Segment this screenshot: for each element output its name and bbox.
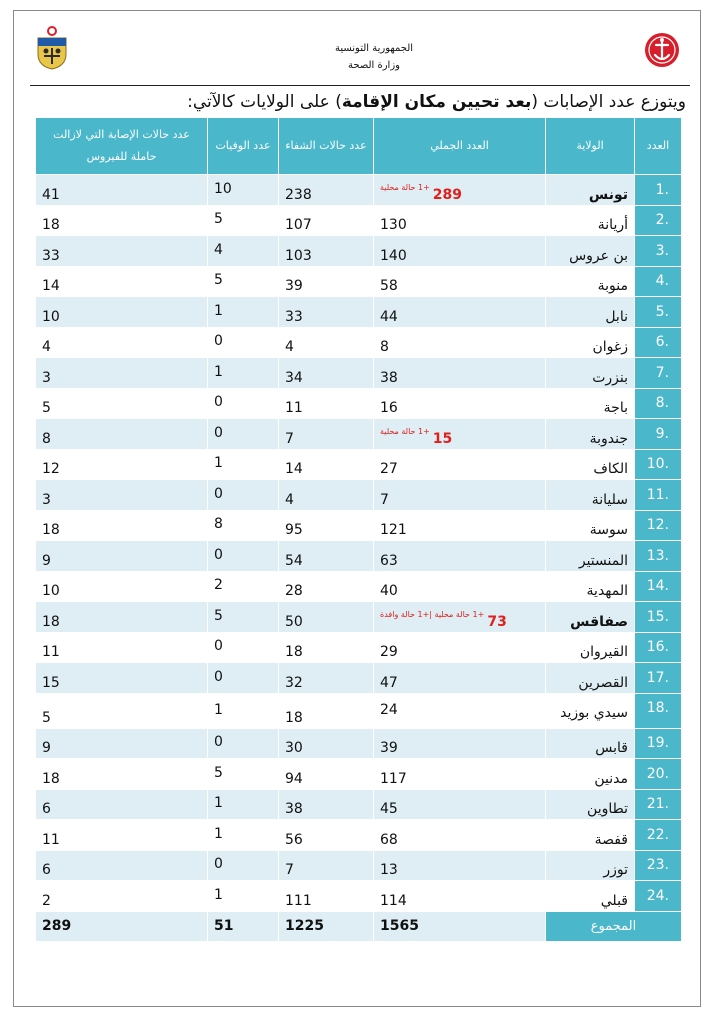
total-cases-cell: [374, 266, 546, 297]
governorate-name: منوبة: [546, 266, 635, 297]
table-row: [36, 266, 682, 297]
governorate-name: بن عروس: [546, 236, 635, 267]
active-carriers-count: 18: [36, 510, 208, 541]
recovered-count: 4: [279, 327, 374, 358]
table-row: [36, 663, 682, 694]
row-number: .15: [635, 602, 682, 633]
document-header: [24, 22, 684, 86]
deaths-count: 2: [208, 571, 279, 602]
governorate-name: القيروان: [546, 632, 635, 663]
deaths-count: 8: [208, 510, 279, 541]
deaths-count: 1: [208, 693, 279, 728]
governorate-name: جندوبة: [546, 419, 635, 450]
governorate-name: سيدي بوزيد: [546, 693, 635, 728]
recovered-count: 28: [279, 571, 374, 602]
total-cases-cell: [374, 419, 546, 450]
ministry-title: [254, 40, 494, 74]
active-carriers-count: 11: [36, 632, 208, 663]
row-number: .18: [635, 693, 682, 728]
recovered-count: 18: [279, 693, 374, 728]
active-carriers-count: 9: [36, 541, 208, 572]
new-cases-note: +1 حالة محلية: [380, 426, 430, 436]
deaths-count: 5: [208, 759, 279, 790]
deaths-count: 1: [208, 789, 279, 820]
total-cases: 13: [380, 862, 398, 878]
total-cases: 121: [380, 522, 407, 538]
total-cases: 16: [380, 400, 398, 416]
row-number: .22: [635, 820, 682, 851]
active-carriers-count: 8: [36, 419, 208, 450]
recovered-count: 111: [279, 881, 374, 912]
table-row: [36, 388, 682, 419]
table-row: [36, 236, 682, 267]
recovered-count: 14: [279, 449, 374, 480]
heading-emphasis: بعد تحيين مكان الإقامة: [341, 92, 532, 112]
totals-deaths: 51: [208, 911, 279, 941]
row-number: .8: [635, 388, 682, 419]
recovered-count: 50: [279, 602, 374, 633]
table-row: [36, 419, 682, 450]
governorate-name: زغوان: [546, 327, 635, 358]
table-row: [36, 327, 682, 358]
governorate-name: تطاوين: [546, 789, 635, 820]
active-carriers-count: 10: [36, 571, 208, 602]
governorate-name: الكاف: [546, 449, 635, 480]
total-cases-cell: [374, 541, 546, 572]
row-number: .20: [635, 759, 682, 790]
total-cases: 27: [380, 461, 398, 477]
total-cases-cell: [374, 297, 546, 328]
active-carriers-count: 5: [36, 693, 208, 728]
total-cases: 130: [380, 217, 407, 233]
active-carriers-count: 6: [36, 850, 208, 881]
total-cases-cell: [374, 850, 546, 881]
recovered-count: 34: [279, 358, 374, 389]
deaths-count: 0: [208, 480, 279, 511]
total-cases-cell: [374, 693, 546, 728]
total-cases-cell: [374, 358, 546, 389]
active-carriers-count: 18: [36, 602, 208, 633]
row-number: .17: [635, 663, 682, 694]
table-row: [36, 881, 682, 912]
table-row: [36, 358, 682, 389]
deaths-count: 1: [208, 297, 279, 328]
row-number: .14: [635, 571, 682, 602]
total-cases: 63: [380, 552, 398, 569]
governorate-name: قبلي: [546, 881, 635, 912]
row-number: .13: [635, 541, 682, 572]
table-row: [36, 541, 682, 572]
recovered-count: 18: [279, 632, 374, 663]
governorate-name: باجة: [546, 388, 635, 419]
totals-label: المجموع: [546, 911, 682, 941]
deaths-count: 0: [208, 541, 279, 572]
total-cases-cell: [374, 510, 546, 541]
total-cases: 68: [380, 831, 398, 848]
row-number: .2: [635, 205, 682, 236]
active-carriers-count: 18: [36, 759, 208, 790]
new-cases-note: +1 حالة محلية: [380, 182, 430, 192]
total-cases-cell: [374, 480, 546, 511]
deaths-count: 1: [208, 881, 279, 912]
table-row: [36, 789, 682, 820]
recovered-count: 94: [279, 759, 374, 790]
total-cases: 29: [380, 644, 398, 660]
table-row: [36, 820, 682, 851]
governorate-name: تونس: [546, 175, 635, 206]
total-cases-cell: [374, 571, 546, 602]
new-cases-note: +1 حالة محلية |+1 حالة وافدة: [380, 609, 485, 619]
active-carriers-count: 3: [36, 358, 208, 389]
total-cases: 40: [380, 583, 398, 599]
recovered-count: 238: [279, 175, 374, 206]
total-cases-cell: [374, 205, 546, 236]
column-header-deaths: عدد الوفيات: [208, 118, 279, 175]
heading-suffix: ) على الولايات كالآتي:: [187, 92, 342, 112]
row-number: .23: [635, 850, 682, 881]
deaths-count: 5: [208, 602, 279, 633]
governorate-name: مدنين: [546, 759, 635, 790]
header-divider: [30, 85, 690, 86]
recovered-count: 38: [279, 789, 374, 820]
recovered-count: 30: [279, 728, 374, 759]
governorate-name: صفاقس: [546, 602, 635, 633]
recovered-count: 4: [279, 480, 374, 511]
deaths-count: 4: [208, 236, 279, 267]
governorate-name: سوسة: [546, 510, 635, 541]
deaths-count: 10: [208, 175, 279, 206]
section-heading: [30, 90, 686, 114]
active-carriers-count: 15: [36, 663, 208, 694]
totals-row: [36, 911, 682, 941]
heading-prefix: ويتوزع عدد الإصابات (: [531, 92, 686, 112]
column-header-carriers: عدد حالات الإصابة التي لازالت حاملة للفيروس: [36, 118, 208, 175]
total-cases-cell: [374, 789, 546, 820]
row-number: .5: [635, 297, 682, 328]
cases-table: [35, 117, 682, 942]
recovered-count: 103: [279, 236, 374, 267]
recovered-count: 11: [279, 388, 374, 419]
total-cases: 15: [432, 430, 453, 447]
total-cases: 24: [380, 701, 398, 718]
table-row: [36, 449, 682, 480]
totals-recovered: 1225: [279, 911, 374, 941]
total-cases-cell: [374, 632, 546, 663]
deaths-count: 0: [208, 632, 279, 663]
total-cases-cell: [374, 759, 546, 790]
recovered-count: 7: [279, 419, 374, 450]
column-header-governorate: الولاية: [546, 118, 635, 175]
total-cases: 7: [380, 491, 389, 508]
deaths-count: 0: [208, 419, 279, 450]
deaths-count: 0: [208, 850, 279, 881]
active-carriers-count: 11: [36, 820, 208, 851]
totals-total: 1565: [374, 911, 546, 941]
row-number: .1: [635, 175, 682, 206]
total-cases-cell: [374, 602, 546, 633]
row-number: .11: [635, 480, 682, 511]
active-carriers-count: 10: [36, 297, 208, 328]
total-cases-cell: [374, 728, 546, 759]
table-row: [36, 632, 682, 663]
total-cases: 73: [487, 613, 507, 630]
deaths-count: 0: [208, 728, 279, 759]
table-row: [36, 297, 682, 328]
table-row: [36, 693, 682, 728]
row-number: .9: [635, 419, 682, 450]
deaths-count: 5: [208, 205, 279, 236]
republic-label: الجمهورية التونسية: [334, 43, 414, 54]
row-number: .24: [635, 881, 682, 912]
governorate-name: أريانة: [546, 205, 635, 236]
deaths-count: 0: [208, 388, 279, 419]
total-cases: 289: [432, 186, 463, 203]
governorate-name: القصرين: [546, 663, 635, 694]
recovered-count: 56: [279, 820, 374, 851]
recovered-count: 95: [279, 510, 374, 541]
row-number: .12: [635, 510, 682, 541]
row-number: .4: [635, 266, 682, 297]
deaths-count: 1: [208, 358, 279, 389]
recovered-count: 39: [279, 266, 374, 297]
governorate-name: بنزرت: [546, 358, 635, 389]
deaths-count: 5: [208, 266, 279, 297]
total-cases: 38: [380, 369, 398, 386]
row-number: .6: [635, 327, 682, 358]
active-carriers-count: 12: [36, 449, 208, 480]
deaths-count: 1: [208, 449, 279, 480]
deaths-count: 0: [208, 327, 279, 358]
governorate-name: نابل: [546, 297, 635, 328]
row-number: .21: [635, 789, 682, 820]
column-header-total: العدد الجملي: [374, 118, 546, 175]
total-cases-cell: [374, 449, 546, 480]
active-carriers-count: 4: [36, 327, 208, 358]
total-cases-cell: [374, 236, 546, 267]
table-row: [36, 728, 682, 759]
active-carriers-count: 18: [36, 205, 208, 236]
total-cases: 47: [380, 674, 398, 691]
total-cases-cell: [374, 327, 546, 358]
governorate-name: قابس: [546, 728, 635, 759]
active-carriers-count: 9: [36, 728, 208, 759]
total-cases: 44: [380, 308, 398, 325]
table-row: [36, 205, 682, 236]
row-number: .10: [635, 449, 682, 480]
recovered-count: 107: [279, 205, 374, 236]
total-cases-cell: [374, 881, 546, 912]
active-carriers-count: 2: [36, 881, 208, 912]
total-cases: 58: [380, 278, 398, 294]
total-cases-cell: [374, 820, 546, 851]
governorate-name: المنستير: [546, 541, 635, 572]
table-row: [36, 571, 682, 602]
table-row: [36, 850, 682, 881]
tunisia-coat-of-arms-icon: [34, 24, 70, 70]
active-carriers-count: 33: [36, 236, 208, 267]
active-carriers-count: 41: [36, 175, 208, 206]
recovered-count: 7: [279, 850, 374, 881]
table-row: [36, 759, 682, 790]
total-cases-cell: [374, 388, 546, 419]
total-cases-cell: [374, 175, 546, 206]
row-number: .19: [635, 728, 682, 759]
total-cases: 39: [380, 740, 398, 756]
total-cases-cell: [374, 663, 546, 694]
recovered-count: 33: [279, 297, 374, 328]
governorate-name: قفصة: [546, 820, 635, 851]
row-number: .16: [635, 632, 682, 663]
total-cases: 140: [380, 247, 407, 264]
active-carriers-count: 6: [36, 789, 208, 820]
table-row: [36, 510, 682, 541]
row-number: .3: [635, 236, 682, 267]
total-cases: 114: [380, 892, 407, 909]
row-number: .7: [635, 358, 682, 389]
total-cases: 117: [380, 770, 407, 787]
active-carriers-count: 5: [36, 388, 208, 419]
table-header-row: [36, 118, 682, 175]
ministry-label: وزارة الصحة: [348, 60, 400, 71]
health-ministry-logo-icon: [644, 32, 680, 68]
governorate-name: سليانة: [546, 480, 635, 511]
recovered-count: 32: [279, 663, 374, 694]
table-body: [36, 175, 682, 912]
totals-carriers: 289: [36, 911, 208, 941]
deaths-count: 1: [208, 820, 279, 851]
table-row: [36, 602, 682, 633]
recovered-count: 54: [279, 541, 374, 572]
active-carriers-count: 14: [36, 266, 208, 297]
column-header-num: العدد: [635, 118, 682, 175]
active-carriers-count: 3: [36, 480, 208, 511]
total-cases: 8: [380, 339, 389, 355]
deaths-count: 0: [208, 663, 279, 694]
governorate-name: المهدية: [546, 571, 635, 602]
table-row: [36, 175, 682, 206]
column-header-recovered: عدد حالات الشفاء: [279, 118, 374, 175]
table-row: [36, 480, 682, 511]
governorate-name: توزر: [546, 850, 635, 881]
total-cases: 45: [380, 801, 398, 817]
